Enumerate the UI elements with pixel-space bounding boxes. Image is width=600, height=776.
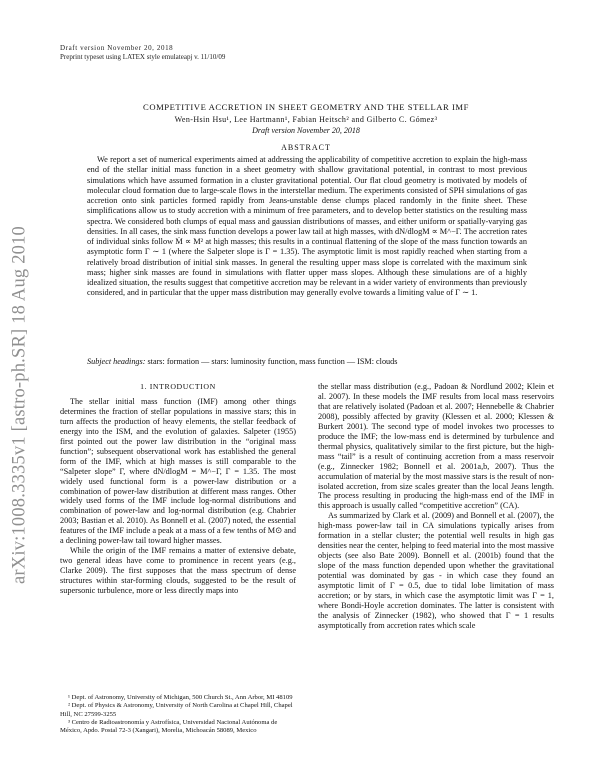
right-column <box>318 382 554 631</box>
subject-headings-text: stars: formation — stars: luminosity function, mass function — ISM: clouds <box>145 357 398 366</box>
preprint-info: Preprint typeset using LATEX style emulateapj v. 11/10/09 <box>60 53 226 61</box>
footnote-3: ³ Centro de Radioastronomía y Astrofísica, Universidad Nacional Autónoma de México, Apdo. Postal 72-3 (Xangari), Morelia, Michoacán 58089, Mexico <box>60 718 278 735</box>
left-column <box>60 382 296 596</box>
arxiv-identifier: arXiv:1008.3335v1 [astro-ph.SR] 18 Aug 2010 <box>9 225 30 585</box>
author-list: Wen-Hsin Hsu¹, Lee Hartmann¹, Fabian Heitsch² and Gilberto C. Gómez³ <box>174 115 438 124</box>
intro-paragraph-2: While the origin of the IMF remains a matter of extensive debate, two general ideas have come to prominence in recent years (e.g., Clarke 2009). The first supposes that the mass spectrum of dense structures within star-forming clouds, suggested to be the result of supersonic turbulence, more or less directly maps into <box>60 546 296 596</box>
abstract-heading: ABSTRACT <box>281 143 331 152</box>
section-heading-introduction: 1. INTRODUCTION <box>140 382 216 391</box>
arxiv-sidebar-id <box>2 205 38 605</box>
draft-version-header: Draft version November 20, 2018 <box>60 44 174 52</box>
subject-headings-label: Subject headings: <box>87 357 146 366</box>
abstract-body: We report a set of numerical experiments aimed at addressing the applicability of competitive accretion to explain the high-mass end of the stellar initial mass function in a sheet geometry with shallow gravitational potential, in contrast to most previous simulations which have assumed formation in a cluster gravitational potential. Our flat cloud geometry is motivated by models of molecular cloud formation due to large-scale flows in the interstellar medium. The experiments consisted of SPH simulations of gas accretion onto sink particles formed rapidly from Jeans-unstable dense clumps placed randomly in the finite sheet. These simplifications allow us to study accretion with a minimum of free parameters, and to develop better statistics on the resulting mass spectra. We considered both clumps of equal mass and gaussian distributions of masses, and either uniform or spatially-varying gas densities. In all cases, the sink mass function develops a power law tail at high masses, with dN/dlogM ∝ M^−Γ. The accretion rates of individual sinks follow Ṁ ∝ M² at high masses; this results in a continual flattening of the slope of the mass function towards an asymptotic form Γ ∼ 1 (where the Salpeter slope is Γ = 1.35). The asymptotic limit is most rapidly reached when starting from a relatively broad distribution of initial sink masses. In general the resulting upper mass slope is correlated with the maximum sink mass; higher sink masses are found in simulations with flatter upper mass slopes. Although these simulations are of a highly idealized situation, the results suggest that competitive accretion may be relevant in a wider variety of environments than previously considered, and in particular that the upper mass distribution may generally evolve towards a limiting value of Γ ∼ 1. <box>87 155 527 298</box>
draft-date: Draft version November 20, 2018 <box>252 126 360 135</box>
footnote-1: ¹ Dept. of Astronomy, University of Michigan, 500 Church St., Ann Arbor, MI 48109 <box>68 694 293 701</box>
intro-paragraph-1: The stellar initial mass function (IMF) among other things determines the fraction of stellar populations in massive stars; this in turn affects the production of heavy elements, the stellar feedback of energy into the ISM, and the evolution of galaxies. Salpeter (1955) first pointed out the power law distribution in the “original mass function”; subsequent observational work has established the general form of the IMF, which at high masses is still comparable to the “Salpeter slope” Γ, where dN/dlogM = M^−Γ, Γ = 1.35. The most widely used functional form is a power-law distribution or a combination of power-law distribution at different mass ranges. Other widely used forms of the IMF include log-normal distributions and combination of power-law and log-normal distribution (e.g. Chabrier 2003; Bastian et al. 2010). As Bonnell et al. (2007) noted, the essential features of the IMF include a peak at a mass of a few tenths of M⊙ and a declining power-law tail toward higher masses. <box>60 396 297 546</box>
affiliation-footnotes <box>60 694 296 735</box>
intro-paragraph-2-continued: the stellar mass distribution (e.g., Padoan & Nordlund 2002; Klein et al. 2007). In these models the IMF results from local mass reservoirs that are relatively isolated (Padoan et al. 2007; Hennebelle & Chabrier 2008), possibly affected by gravity (Klessen et al. 2000; Klessen & Burkert 2001). The second type of model invokes two processes to produce the IMF; the low-mass end is determined by turbulence and thermal physics, qualitatively similar to the first picture, but the high-mass “tail” is a result of continuing accretion from a mass reservoir (e.g., Zinnecker 1982; Bonnell et al. 2001a,b, 2007). Thus the accumulation of material by the most massive stars is the result of non-isolated accretion, from size scales greater than the local Jeans length. The process resulting in producing the high-mass end of the IMF in this approach is usually called “competitive accretion” (CA). <box>318 382 554 511</box>
intro-paragraph-3: As summarized by Clark et al. (2009) and Bonnell et al. (2007), the high-mass power-law tail in CA simulations typically arises from formation in a stellar cluster; the potential well results in high gas densities near the center, helping to feed material into the most massive objects (see also Bate 2009). Bonnell et al. (2001b) found that the slope of the mass function depended upon whether the gravitational potential was dominated by gas - in which case they found an asymptotic limit of Γ = 0.5, due to tidal lobe limitation of mass accretion; or by stars, in which case the asymptotic limit was Γ = 1, where Bondi-Hoyle accretion dominates. The latter is consistent with the analysis of Zinnecker (1982), who showed that Γ = 1 results asymptotically from accretion rates which scale <box>318 511 554 630</box>
footnote-2: ² Dept. of Physics & Astronomy, University of North Carolina at Chapel Hill, Chapel Hill, NC 27599-3255 <box>60 702 293 718</box>
paper-title: COMPETITIVE ACCRETION IN SHEET GEOMETRY AND THE STELLAR IMF <box>143 102 469 112</box>
subject-headings <box>87 357 527 367</box>
